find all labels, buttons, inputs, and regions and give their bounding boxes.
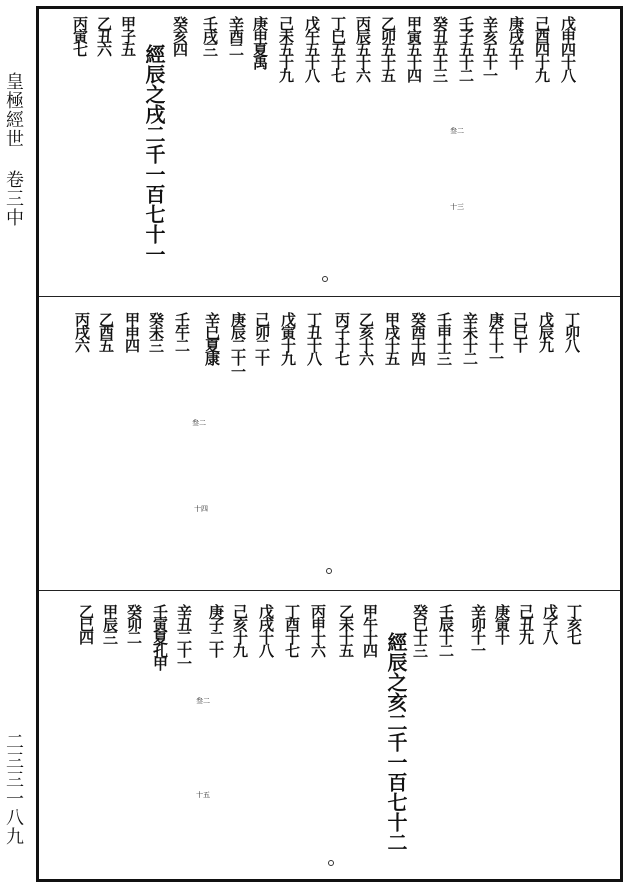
year-entry: 丙子十七: [333, 312, 351, 364]
page-number: 二三三一八九: [3, 732, 24, 846]
year-entry: 甲戌十五: [383, 312, 401, 364]
year-entry: 乙未十五: [337, 604, 355, 656]
section-heading: 經辰之亥二千一百七十二: [384, 632, 408, 852]
year-entry: 丁丑十八: [305, 312, 323, 364]
year-entry: 丁亥七: [565, 604, 583, 643]
year-entry: 辛丑二十一: [175, 604, 193, 669]
year-entry: 辛酉二: [227, 16, 245, 55]
year-entry: 己亥十九: [231, 604, 249, 656]
year-entry: 己卯二十: [253, 312, 271, 364]
year-entry: 甲子五: [119, 16, 137, 55]
year-entry: 壬申十三: [435, 312, 453, 364]
year-entry: 壬戌三: [201, 16, 219, 55]
year-entry: 庚子二十: [207, 604, 225, 656]
year-entry: 戊辰九: [537, 312, 555, 351]
year-entry: 己酉四十九: [533, 16, 551, 81]
year-entry: 己丑九: [517, 604, 535, 643]
year-entry: 癸巳十三: [411, 604, 429, 656]
year-entry: 丙辰五十六: [354, 16, 372, 81]
year-entry: 壬午二: [173, 312, 191, 351]
book-title: 皇極經世 卷三中: [3, 72, 24, 227]
year-entry: 癸卯二: [125, 604, 143, 643]
year-entry: 丙寅七: [71, 16, 89, 55]
year-entry: 戊申四十八: [559, 16, 577, 81]
circle-mark: [328, 860, 334, 866]
year-entry: 丁卯八: [563, 312, 581, 351]
year-entry: 丙申十六: [309, 604, 327, 656]
year-entry: 辛未十二: [461, 312, 479, 364]
year-entry: 乙酉五: [97, 312, 115, 351]
year-entry: 庚辰二十一: [229, 312, 247, 377]
section-divider: [39, 296, 620, 297]
year-entry: 壬寅夏孔甲: [151, 604, 169, 669]
folio-mark: 十三: [450, 203, 464, 211]
year-entry: 辛巳夏康: [203, 312, 221, 364]
year-entry: 丁酉十七: [283, 604, 301, 656]
year-entry: 甲寅五十四: [405, 16, 423, 81]
year-entry: 戊午五十八: [303, 16, 321, 81]
year-entry: 戊寅十九: [279, 312, 297, 364]
year-entry: 乙卯五十五: [379, 16, 397, 81]
year-entry: 癸亥四: [171, 16, 189, 55]
section-heading: 經辰之戌二千一百七十一: [142, 44, 166, 264]
year-entry: 丙戌六: [73, 312, 91, 351]
year-entry: 戊子八: [541, 604, 559, 643]
year-entry: 甲辰三: [101, 604, 119, 643]
year-entry: 庚午十一: [487, 312, 505, 364]
year-entry: 甲午十四: [361, 604, 379, 656]
circle-mark: [326, 568, 332, 574]
folio-mark: 十四: [194, 505, 208, 513]
year-entry: 癸未三: [147, 312, 165, 351]
year-entry: 甲申四: [123, 312, 141, 351]
year-entry: 乙丑六: [95, 16, 113, 55]
year-entry: 庚申夏禹: [251, 16, 269, 68]
year-entry: 己巳十: [511, 312, 529, 351]
folio-mark: 叁二: [196, 697, 210, 705]
page-border: [36, 6, 623, 882]
circle-mark: [322, 276, 328, 282]
year-entry: 辛卯十一: [469, 604, 487, 656]
year-entry: 庚寅十: [493, 604, 511, 643]
folio-mark: 叁二: [192, 419, 206, 427]
year-entry: 癸丑五十三: [431, 16, 449, 81]
year-entry: 庚戌五十: [507, 16, 525, 68]
year-entry: 壬辰十二: [437, 604, 455, 656]
year-entry: 乙亥十六: [357, 312, 375, 364]
folio-mark: 叁二: [450, 127, 464, 135]
year-entry: 己未五十九: [277, 16, 295, 81]
section-divider: [39, 590, 620, 591]
year-entry: 辛亥五十一: [481, 16, 499, 81]
year-entry: 乙巳四: [77, 604, 95, 643]
year-entry: 癸酉十四: [409, 312, 427, 364]
folio-mark: 十五: [196, 791, 210, 799]
year-entry: 戊戌十八: [257, 604, 275, 656]
year-entry: 壬子五十二: [457, 16, 475, 81]
year-entry: 丁巳五十七: [329, 16, 347, 81]
